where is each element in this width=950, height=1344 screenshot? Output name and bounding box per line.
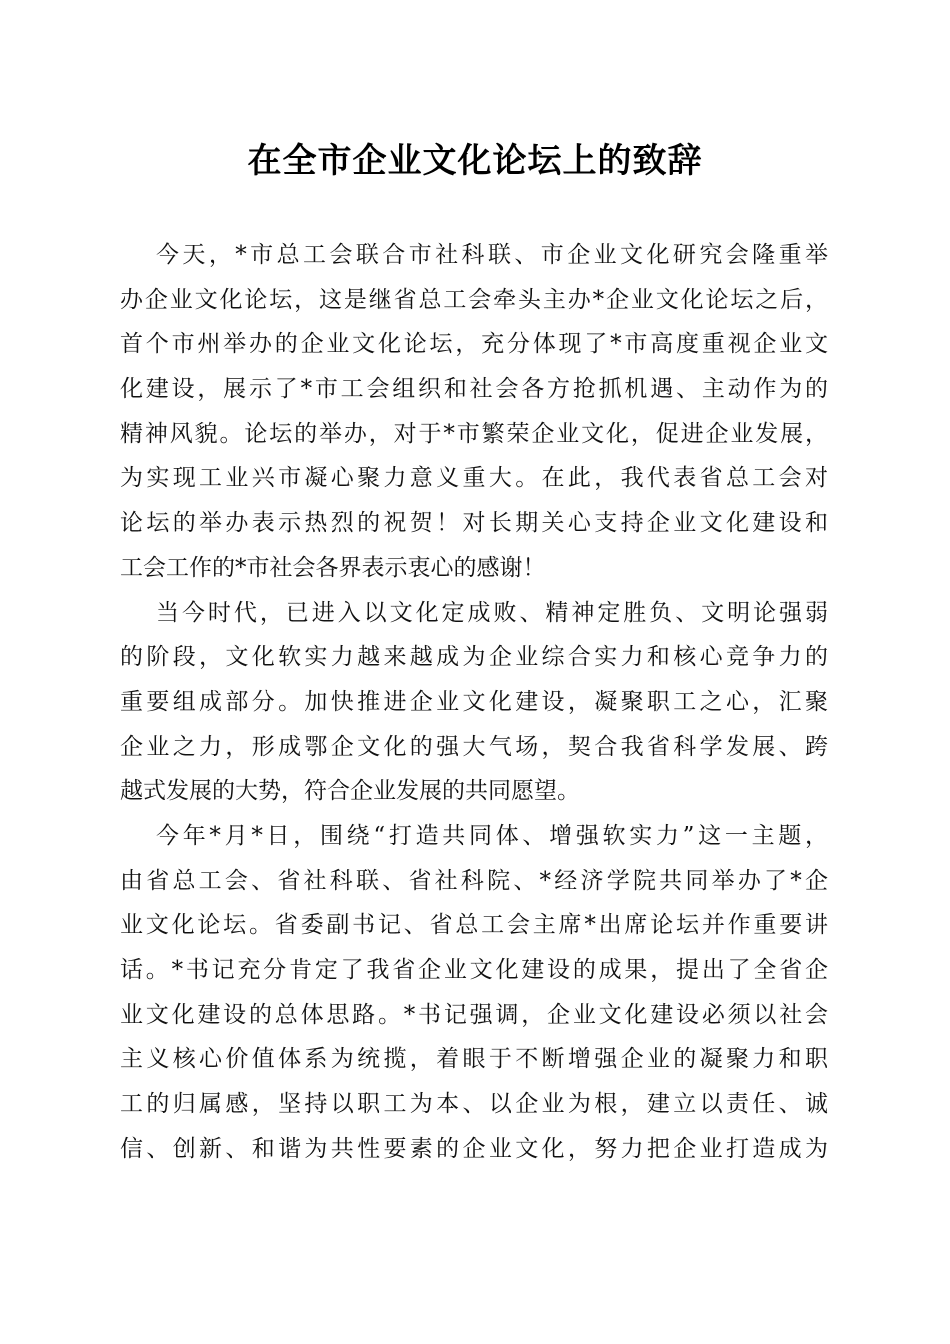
paragraph-3 xyxy=(120,814,828,1172)
text-line: 论坛的举办表示热烈的祝贺！对长期关心支持企业文化建设和 xyxy=(120,510,828,537)
text-line: 主义核心价值体系为统揽，着眼于不断增强企业的凝聚力和职 xyxy=(120,1046,828,1073)
text-line: 精神风貌。论坛的举办，对于*市繁荣企业文化，促进企业发展， xyxy=(120,420,828,447)
text-line: 信、创新、和谐为共性要素的企业文化，努力把企业打造成为 xyxy=(120,1135,828,1162)
text-line: 重要组成部分。加快推进企业文化建设，凝聚职工之心，汇聚 xyxy=(120,688,828,715)
text-line: 工的归属感，坚持以职工为本、以企业为根，建立以责任、诚 xyxy=(120,1091,828,1118)
document-title: 在全市企业文化论坛上的致辞 xyxy=(247,141,703,181)
text-line: 首个市州举办的企业文化论坛，充分体现了*市高度重视企业文 xyxy=(120,331,828,358)
text-line: 办企业文化论坛，这是继省总工会牵头主办*企业文化论坛之后， xyxy=(120,286,828,313)
text-line: 业文化论坛。省委副书记、省总工会主席*出席论坛并作重要讲 xyxy=(120,912,828,939)
paragraph-1 xyxy=(120,233,828,591)
text-line: 化建设，展示了*市工会组织和社会各方抢抓机遇、主动作为的 xyxy=(120,376,828,403)
text-line: 话。*书记充分肯定了我省企业文化建设的成果，提出了全省企 xyxy=(120,957,828,983)
text-line: 为实现工业兴市凝心聚力意义重大。在此，我代表省总工会对 xyxy=(120,465,828,492)
text-line: 越式发展的大势，符合企业发展的共同愿望。 xyxy=(120,778,580,805)
document-body xyxy=(120,233,828,1171)
text-line: 企业之力，形成鄂企文化的强大气场，契合我省科学发展、跨 xyxy=(120,733,828,760)
paragraph-2 xyxy=(120,591,828,814)
text-line: 今天，*市总工会联合市社科联、市企业文化研究会隆重举 xyxy=(156,242,828,268)
text-line: 由省总工会、省社科联、省社科院、*经济学院共同举办了*企 xyxy=(120,867,828,894)
text-line: 今年*月*日，围绕“打造共同体、增强软实力”这一主题， xyxy=(156,822,828,849)
text-line: 业文化建设的总体思路。*书记强调，企业文化建设必须以社会 xyxy=(120,1001,828,1028)
text-line: 工会工作的*市社会各界表示衷心的感谢！ xyxy=(120,554,546,581)
text-line: 当今时代，已进入以文化定成败、精神定胜负、文明论强弱 xyxy=(156,599,828,626)
text-line: 的阶段，文化软实力越来越成为企业综合实力和核心竞争力的 xyxy=(120,644,828,671)
